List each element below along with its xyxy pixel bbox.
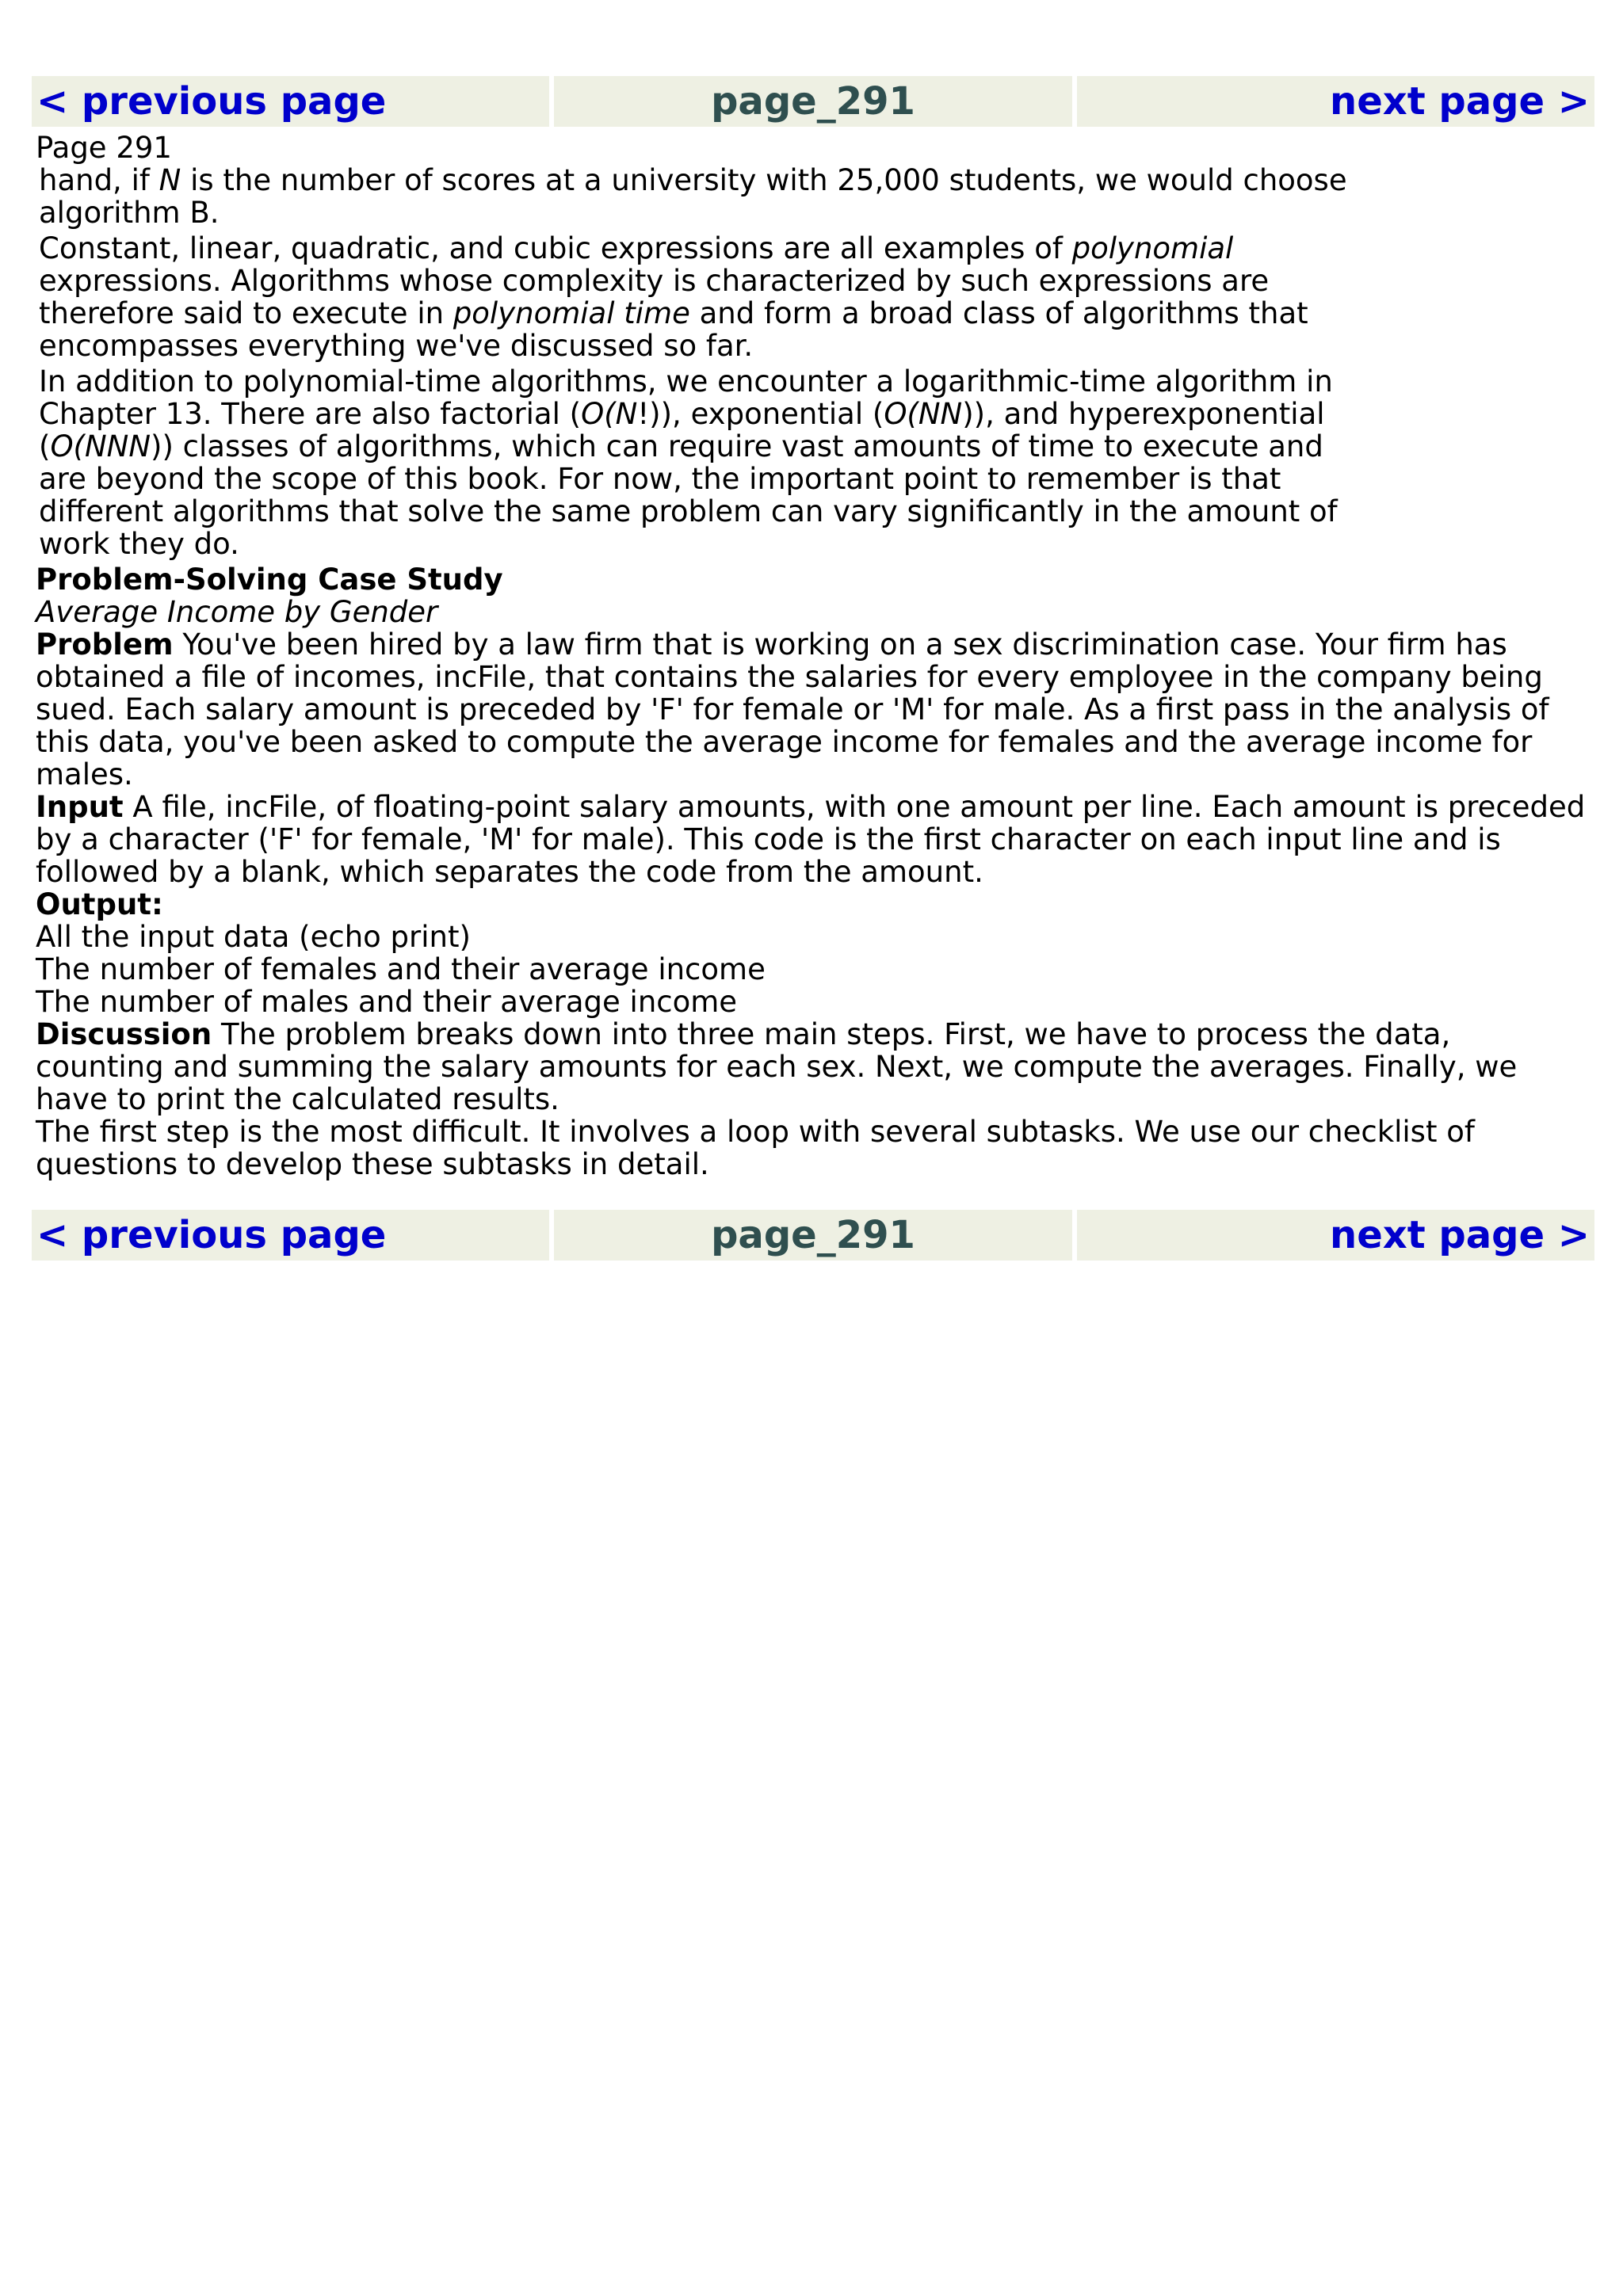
page-indicator: page_291 <box>554 76 1071 127</box>
page-content <box>36 132 1589 1180</box>
case-study-heading: Problem-Solving Case Study <box>36 563 503 597</box>
text-span: is the number of scores at a university with 25,000 students, we would choose algorithm B. <box>39 163 1347 230</box>
discussion-label: Discussion <box>36 1017 212 1051</box>
top-nav-bar <box>32 76 1594 127</box>
bottom-nav-bar <box>32 1210 1594 1261</box>
next-page-link[interactable]: next page > <box>1077 76 1594 127</box>
previous-page-link[interactable]: < previous page <box>32 1210 549 1261</box>
problem-text: You've been hired by a law firm that is working on a sex discrimination case. Your firm has obtained a file of incomes, incFile, that contains the salaries for every employee in the company being sued. Each salary amount is preceded by 'F' for female or 'M' for male. As a first pass in the analysis of this data, you've been asked to compute the average income for females and the average income for males. <box>36 627 1549 791</box>
paragraph-algorithm-choice <box>39 164 1362 229</box>
text-span: )), and hyperexponential ( <box>39 397 1325 463</box>
final-paragraph: The first step is the most difficult. It involves a loop with several subtasks. We use our checklist of questions to develop these subtasks in detail. <box>36 1115 1475 1181</box>
italic-formula: O(NNN <box>50 429 151 463</box>
page-number-label: Page 291 <box>36 131 172 165</box>
text-span: Constant, linear, quadratic, and cubic expressions are all examples of <box>39 231 1072 265</box>
next-page-link[interactable]: next page > <box>1077 1210 1594 1261</box>
discussion-text: The problem breaks down into three main steps. First, we have to process the data, counting and summing the salary amounts for each sex. Next, we compute the averages. Finally, we have to print the calculated results. <box>36 1017 1518 1116</box>
text-span: )) classes of algorithms, which can require vast amounts of time to execute and are beyond the scope of this book. For now, the important point to remember is that different algorithms that solve the same problem can vary significantly in the amount of work they do. <box>39 429 1338 561</box>
text-span: !)), exponential ( <box>637 397 884 431</box>
text-span: expressions. Algorithms whose complexity is characterized by such expressions are therefore said to execute in <box>39 264 1270 330</box>
problem-section <box>36 628 1587 791</box>
discussion-section <box>36 1018 1587 1116</box>
italic-term: polynomial time <box>453 296 690 330</box>
previous-page-link[interactable]: < previous page <box>32 76 549 127</box>
italic-term: polynomial <box>1071 231 1234 265</box>
page-indicator: page_291 <box>554 1210 1071 1261</box>
paragraph-polynomial <box>39 232 1362 362</box>
output-item: All the input data (echo print) <box>36 920 471 954</box>
italic-formula: O(NN <box>884 397 963 431</box>
paragraph-complexity-classes <box>39 365 1362 560</box>
text-span: hand, if <box>39 163 159 197</box>
output-item: The number of females and their average income <box>36 952 766 986</box>
text-span: and form a broad class of algorithms that encompasses everything we've discussed so far. <box>39 296 1308 363</box>
output-label: Output: <box>36 887 163 921</box>
text-span: In addition to polynomial-time algorithms, we encounter a logarithmic-time algorithm in Chapter 13. There are also factorial ( <box>39 364 1333 431</box>
problem-label: Problem <box>36 627 174 662</box>
case-study-subtitle: Average Income by Gender <box>36 595 438 629</box>
input-text: A file, incFile, of floating-point salary amounts, with one amount per line. Each amount is preceded by a character ('F' for female, 'M' for male). This code is the first character on each input line and is followed by a blank, which separates the code from the amount. <box>36 790 1586 889</box>
italic-formula: O(N <box>581 397 638 431</box>
output-item: The number of males and their average income <box>36 985 738 1019</box>
input-label: Input <box>36 790 124 824</box>
input-section <box>36 791 1587 888</box>
italic-variable: N <box>158 163 181 197</box>
